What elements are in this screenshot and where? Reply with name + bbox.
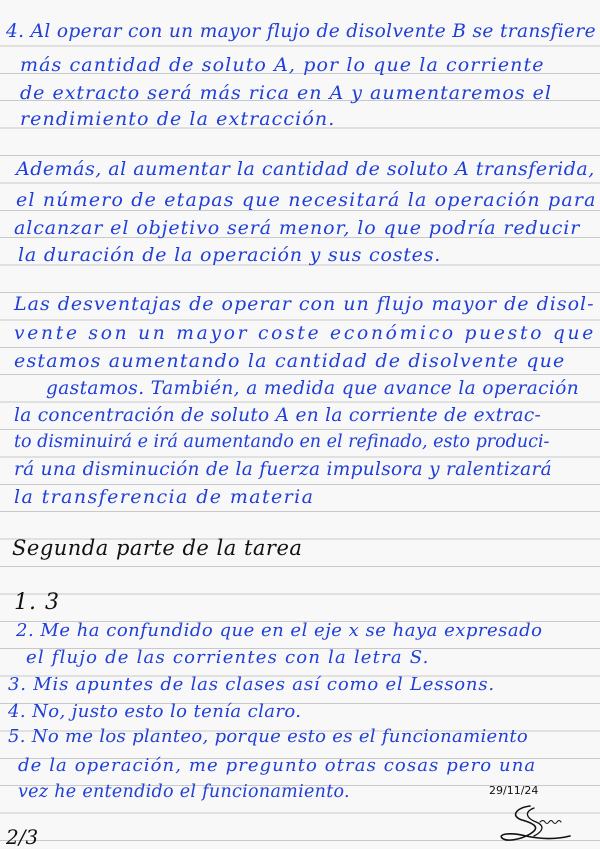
p3-line-6: to disminuirá e irá aumentando en el refinado, esto produci- [14, 432, 550, 452]
p3-line-4: gastamos. También, a medida que avance la operación [46, 378, 580, 399]
answer-5-cont: de la operación, me pregunto otras cosas pero una [18, 755, 537, 776]
p3-line-1: Las desventajas de operar con un flujo mayor de disol- [14, 293, 595, 315]
p2-line-1: Además, al aumentar la cantidad de soluto A transferida, [16, 158, 595, 180]
answer-5: 5. No me los planteo, porque esto es el funcionamiento [8, 726, 529, 747]
answer-4: 4. No, justo esto lo tenía claro. [8, 701, 302, 722]
answer-5-cont-2: vez he entendido el funcionamiento. [18, 782, 350, 802]
signature-icon [496, 802, 576, 846]
answer-2: 2. Me ha confundido que en el eje x se haya expresado [16, 620, 543, 641]
p3-line-2: vente son un mayor coste económico puesto que [14, 322, 596, 344]
p2-line-2: el número de etapas que necesitará la operación para [16, 189, 597, 211]
page-number: 2/3 [6, 825, 39, 849]
answer-3: 3. Mis apuntes de las clases así como el Lessons. [8, 674, 495, 695]
p2-line-4: la duración de la operación y sus costes. [18, 244, 442, 266]
p3-line-3: estamos aumentando la cantidad de disolvente que [14, 350, 566, 372]
p3-line-8: la transferencia de materia [14, 486, 315, 508]
p1-line-2: más cantidad de soluto A, por lo que la corriente [20, 54, 545, 76]
p3-line-5: la concentración de soluto A en la corriente de extrac- [14, 405, 542, 426]
p3-line-7: rá una disminución de la fuerza impulsora y ralentizará [14, 459, 552, 480]
answer-2-cont: el flujo de las corrientes con la letra S. [26, 647, 430, 668]
p2-line-3: alcanzar el objetivo será menor, lo que podría reducir [14, 217, 581, 239]
date: 29/11/24 [489, 784, 539, 797]
p1-line-1: 4. Al operar con un mayor flujo de disolvente B se transfiere [6, 20, 596, 42]
p1-line-4: rendimiento de la extracción. [20, 108, 336, 130]
answer-1: 1. 3 [14, 590, 60, 615]
section-title: Segunda parte de la tarea [12, 536, 303, 560]
p1-line-3: de extracto será más rica en A y aumentaremos el [20, 82, 552, 104]
